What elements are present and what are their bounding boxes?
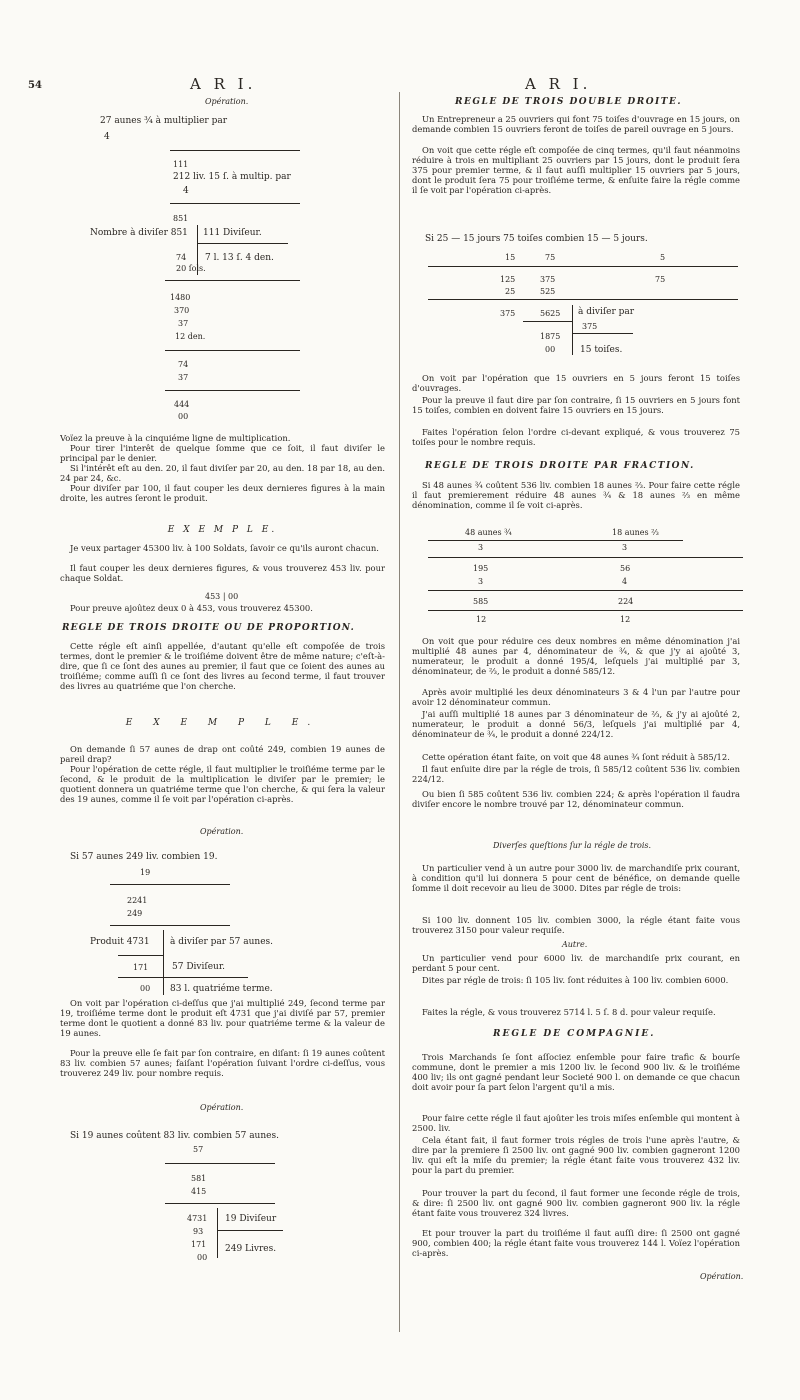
calc-number: 75 (655, 275, 666, 284)
calc-rule (165, 350, 300, 351)
calc-number: 93 (193, 1227, 204, 1236)
paragraph: Trois Marchands ſe ſont aſſociez enſemble pour faire trafic & bourſe commune, dont le premier a mis 1200 liv. le ſecond 900 liv. & le troiſiéme 400 liv; ils ont gagné pendant leur Societé 900 l. on demande ce que chacun doit avoir pour ſa part ſelon l'argent qu'il a mis. (412, 1052, 740, 1093)
calc-rule (428, 540, 683, 541)
division-bar (572, 305, 573, 355)
divisor: 375 (582, 322, 598, 331)
calc-rule (428, 590, 743, 591)
paragraph: Il faut enſuite dire par la régle de trois, ſi 585/12 coûtent 536 liv. combien 224/12. (412, 764, 740, 785)
calc-number: 74 (176, 253, 187, 262)
calc-rule (428, 299, 738, 300)
calc-rule (165, 1163, 275, 1164)
paragraph: Un particulier vend pour 6000 liv. de marchandiſe prix courant, en perdant 5 pour cent. (412, 953, 740, 974)
calc-number: 111 (173, 160, 189, 169)
paragraph: Faites l'opération ſelon l'ordre ci-devant expliqué, & vous trouverez 75 toiſes pour le nombre requis. (412, 427, 740, 448)
running-head-left: A R I. (190, 75, 257, 93)
paragraph: On voit que cette régle eſt compoſée de cinq termes, qu'il faut néanmoins réduire à trois en multipliant 25 ouvriers par 15 jours, dont le produit ſera 375 pour premier terme, & il faut auſſi multiplier 15 ouvriers par 5 jours, dont le produit ſera 75 pour troiſiéme terme, & enſuite faire la régle comme il ſe voit par l'opération ci-après. (412, 145, 740, 196)
paragraph: Pour la preuve il faut dire par ſon contraire, ſi 15 ouvriers en 5 jours font 15 toiſes, combien en doivent faire 15 ouvriers en 15 jours. (412, 395, 740, 416)
paragraph: Pour la preuve elle ſe fait par ſon contraire, en diſant: ſi 19 aunes coûtent 83 liv. combien 57 aunes; faiſant l'opération ſuivant l'ordre ci-deſſus, vous trouverez 249 liv. pour nombre requis. (60, 1048, 385, 1079)
calc-number: 20 ſols. (176, 264, 206, 273)
section-subheading: Diverſes queſtions ſur la régle de trois. (493, 841, 652, 850)
paragraph: Cette opération étant faite, on voit que 48 aunes ¾ ſont réduit à 585/12. (422, 752, 730, 762)
calc-number: 171 (191, 1240, 207, 1249)
calc-number: 3 (622, 543, 628, 552)
calc-number: 585 (473, 597, 489, 606)
calc-number: 4 (183, 186, 189, 196)
paragraph: Pour trouver la part du ſecond, il faut former une ſeconde régle de trois, & dire: ſi 2500 liv. ont gagné 900 liv. combien gagneront 900 liv. la régle étant faite vous trouverez 324 livres. (412, 1188, 740, 1219)
operation-title: Opération. (200, 1103, 244, 1112)
calc-rule (523, 321, 572, 322)
section-heading: REGLE DE COMPAGNIE. (493, 1029, 656, 1039)
calc-rule (170, 203, 300, 204)
page-number: 54 (28, 80, 42, 91)
section-subheading: Autre. (562, 940, 588, 949)
paragraph: Cela étant fait, il faut former trois régles de trois l'une après l'autre, & dire par la premiere ſi 2500 liv. ont gagné 900 liv. combien gagneront 1200 liv. qui eſt la miſe du premier; la régle étant faite vous trouverez 432 liv. pour la part du premier. (412, 1135, 740, 1176)
paragraph: Je veux partager 45300 liv. à 100 Soldats, ſavoir ce qu'ils auront chacun. (70, 543, 379, 553)
paragraph: Pour l'opération de cette régle, il faut multiplier le troiſiéme terme par le ſecond, & le produit de la multiplication le diviſer par le premier; le quotient donnera un quatriéme terme que l'on cherche, & qui ſera la valeur des 19 aunes, comme il ſe voit par l'opération ci-après. (60, 764, 385, 805)
calc-number: 12 (476, 615, 487, 624)
quotient: 15 toiſes. (580, 345, 623, 355)
division-bar (217, 1208, 218, 1258)
calc-number: 75 (545, 253, 556, 262)
calc-rule (218, 1230, 283, 1231)
calc-number: Produit 4731 (90, 937, 150, 947)
paragraph: J'ai auſſi multiplié 18 aunes par 3 dénominateur de ⅔, & j'y ai ajoûté 2, numerateur, le produit a donné 56/3, leſquels j'ai multiplié par 4, dénominateur de ¾, le produit a donné 224/12. (412, 709, 740, 740)
calc-number: 195 (473, 564, 489, 573)
paragraph: Et pour trouver la part du troiſiéme il faut auſſi dire: ſi 2500 ont gagné 900, combien 400; la régle étant faite vous trouverez 144 l. Voïez l'opération ci-après. (412, 1228, 740, 1259)
paragraph: Après avoir multiplié les deux dénominateurs 3 & 4 l'un par l'autre pour avoir 12 dénominateur commun. (412, 687, 740, 708)
divisor: 111 Diviſeur. (203, 228, 262, 238)
calc-number: 851 (173, 214, 189, 223)
quotient: 7 l. 13 ſ. 4 den. (205, 253, 274, 263)
column-rule (399, 92, 400, 1332)
calc-number: 171 (133, 963, 149, 972)
calc-number: 5625 (540, 309, 561, 318)
calc-number: 3 (478, 577, 484, 586)
calc-number: 581 (191, 1174, 207, 1183)
calc-rule (110, 884, 230, 885)
calc-number: 525 (540, 287, 556, 296)
paragraph: Cette régle eſt ainſi appellée, d'autant qu'elle eſt compoſée de trois termes, dont le premier & le troiſiéme doivent être de même nature; c'eſt-à-dire, que ſi ce ſont des aunes au premier, il faut que ce ſoient des aunes au troiſiéme; comme auſſi ſi ce ſont des livres au ſecond terme, il faut trouver des livres au quatriéme que l'on cherche. (60, 641, 385, 692)
paragraph: Pour preuve ajoûtez deux 0 à 453, vous trouverez 45300. (70, 603, 313, 613)
calc-line: Si 57 aunes 249 liv. combien 19. (70, 852, 218, 862)
calc-number: 4731 (187, 1214, 208, 1223)
calc-number: 249 (127, 909, 143, 918)
paragraph: Un Entrepreneur a 25 ouvriers qui font 75 toiſes d'ouvrage en 15 jours, on demande combien 15 ouvriers feront de toiſes de pareil ouvrage en 5 jours. (412, 114, 740, 135)
calc-rule (118, 977, 248, 978)
division-bar (163, 930, 164, 995)
calc-rule (428, 610, 743, 611)
paragraph: Pour tirer l'interêt de quelque ſomme que ce ſoit, il faut diviſer le principal par le denier. (60, 443, 385, 464)
calc-rule (170, 150, 300, 151)
calc-number: 25 (505, 287, 516, 296)
calc-number: 375 (500, 309, 516, 318)
calc-number: 4 (104, 132, 110, 142)
section-heading: REGLE DE TROIS DOUBLE DROITE. (455, 97, 682, 107)
calc-number: 37 (178, 373, 189, 382)
paragraph: Un particulier vend à un autre pour 3000 liv. de marchandiſe prix courant, à condition qu'il lui donnera 5 pour cent de bénéfice, on demande quelle ſomme il doit recevoir au lieu de 3000. Dites par régle de trois: (412, 863, 740, 894)
calc-line: à diviſer par (578, 307, 635, 317)
example-heading: E X E M P L E. (167, 525, 278, 535)
paragraph: Ou bien ſi 585 coûtent 536 liv. combien 224; & après l'opération il faudra diviſer encore le nombre trouvé par 12, dénominateur commun. (412, 789, 740, 810)
calc-number: 2241 (127, 896, 148, 905)
calc-rule (165, 280, 300, 281)
calc-number: 125 (500, 275, 516, 284)
operation-title: Opération. (200, 827, 244, 836)
calc-number: 57 (193, 1145, 204, 1154)
calc-number: 18 aunes ⅔ (612, 528, 659, 537)
calc-rule (118, 955, 163, 956)
calc-line: 212 liv. 15 ſ. à multip. par (173, 172, 291, 182)
dividend-label: Nombre à diviſer 851 (90, 228, 188, 238)
catchword: Opération. (700, 1272, 744, 1281)
paragraph: Voïez la preuve à la cinquiéme ligne de multiplication. (60, 433, 291, 443)
quotient: 249 Livres. (225, 1244, 277, 1254)
calc-number: 375 (540, 275, 556, 284)
paragraph: On voit par l'opération ci-deſſus que j'ai multiplié 249, ſecond terme par 19, troiſiéme terme dont le produit eſt 4731 que j'ai diviſé par 57, premier terme dont le quotient a donné 83 liv. pour quatriéme terme & la valeur de 19 aunes. (60, 998, 385, 1039)
example-heading: E X E M P L E. (125, 718, 320, 728)
calc-rule (573, 333, 633, 334)
calc-rule (428, 557, 743, 558)
calc-rule (198, 243, 288, 244)
calc-number: 1480 (170, 293, 191, 302)
paragraph: Dites par régle de trois: ſi 105 liv. ſont réduites à 100 liv. combien 6000. (422, 975, 729, 985)
paragraph: Si 100 liv. donnent 105 liv. combien 3000, la régle étant faite vous trouverez 3150 pour valeur requiſe. (412, 915, 740, 936)
calc-line: 27 aunes ¾ à multiplier par (100, 116, 228, 126)
paragraph: Faites la régle, & vous trouverez 5714 l. 5 ſ. 8 d. pour valeur requiſe. (422, 1007, 716, 1017)
calc-number: 19 (140, 868, 151, 877)
section-heading: REGLE DE TROIS DROITE PAR FRACTION. (425, 461, 695, 471)
paragraph: On voit par l'opération que 15 ouvriers en 5 jours feront 15 toiſes d'ouvrages. (412, 373, 740, 394)
section-heading: REGLE DE TROIS DROITE OU DE PROPORTION. (62, 623, 355, 633)
calc-number: 74 (178, 360, 189, 369)
calc-line: Si 19 aunes coûtent 83 liv. combien 57 aunes. (70, 1131, 279, 1141)
calc-number: 00 (545, 345, 556, 354)
calc-number: 00 (197, 1253, 208, 1262)
calc-number: 444 (174, 400, 190, 409)
calc-number: 370 (174, 306, 190, 315)
calc-rule (165, 390, 300, 391)
calc-number: 1875 (540, 332, 561, 341)
paragraph: Pour diviſer par 100, il faut couper les deux dernieres figures à la main droite, les autres ſeront le produit. (60, 483, 385, 504)
calc-number: 15 (505, 253, 516, 262)
calc-number: 3 (478, 543, 484, 552)
calc-number: 224 (618, 597, 634, 606)
calc-rule (165, 1203, 275, 1204)
calc-line: Si 25 — 15 jours 75 toiſes combien 15 — 5 jours. (425, 234, 648, 244)
calc-number: 00 (178, 412, 189, 421)
calc-line: à diviſer par 57 aunes. (170, 937, 274, 947)
paragraph: Si 48 aunes ¾ coûtent 536 liv. combien 18 aunes ⅔. Pour faire cette régle il faut premierement réduire 48 aunes ¾ & 18 aunes ⅔ en même dénomination, comme il ſe voit ci-après. (412, 480, 740, 511)
calc-number: 415 (191, 1187, 207, 1196)
paragraph: Pour faire cette régle il faut ajoûter les trois miſes enſemble qui montent à 2500. liv. (412, 1113, 740, 1134)
calc-rule (110, 925, 230, 926)
calc-number: 453 | 00 (205, 592, 239, 601)
divisor: 57 Diviſeur. (172, 962, 225, 972)
calc-rule (428, 266, 738, 267)
paragraph: Il faut couper les deux dernieres figures, & vous trouverez 453 liv. pour chaque Soldat. (60, 563, 385, 584)
paragraph: On demande ſi 57 aunes de drap ont coûté 249, combien 19 aunes de pareil drap? (60, 744, 385, 765)
calc-number: 56 (620, 564, 631, 573)
paragraph: Si l'intérêt eſt au den. 20, il faut diviſer par 20, au den. 18 par 18, au den. 24 par 24, &c. (60, 463, 385, 484)
calc-number: 37 (178, 319, 189, 328)
divisor: 19 Diviſeur (225, 1214, 277, 1224)
calc-number: 12 den. (175, 332, 206, 341)
running-head-right: A R I. (525, 75, 592, 93)
quotient: 83 l. quatriéme terme. (170, 984, 273, 994)
calc-number: 12 (620, 615, 631, 624)
operation-title: Opération. (205, 97, 249, 106)
calc-number: 4 (622, 577, 628, 586)
calc-number: 00 (140, 984, 151, 993)
calc-number: 5 (660, 253, 666, 262)
calc-number: 48 aunes ¾ (465, 528, 512, 537)
paragraph: On voit que pour réduire ces deux nombres en même dénomination j'ai multiplié 48 aunes par 4, dénominateur de ¾, & que j'y ai ajoûté 3, numerateur, le produit a donné 195/4, leſquels j'ai multiplié par 3, dénominateur, de ⅔, le produit a donné 585/12. (412, 636, 740, 677)
